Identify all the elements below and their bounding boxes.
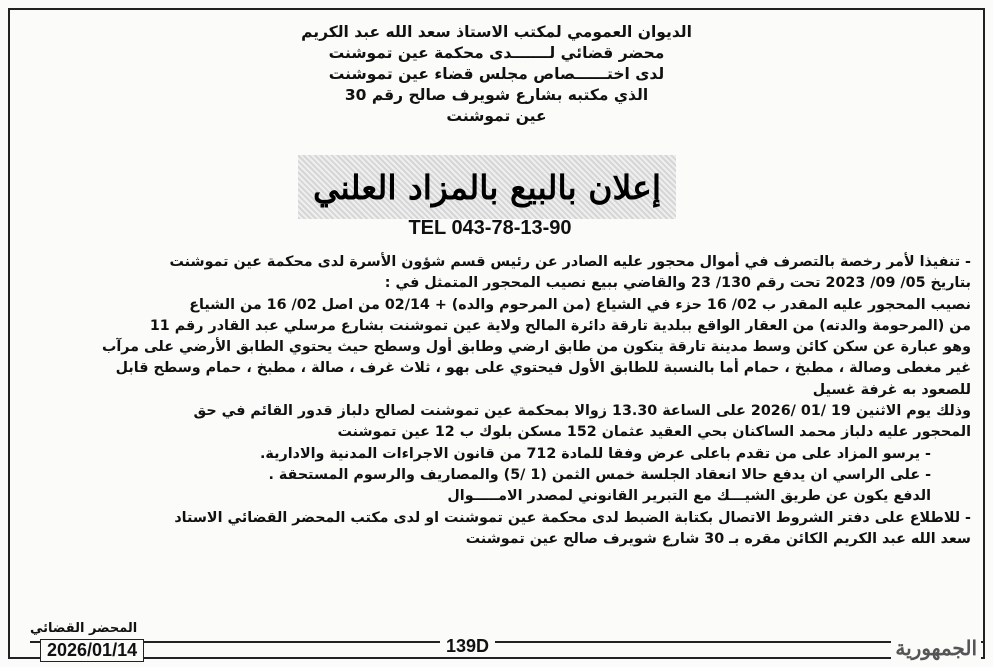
body-line: وذلك يوم الاثنين 19 /01 /2026 على الساعة 13.30 زوالا بمحكمة عين تموشنت لصالح دلباز قدور القائم في حق — [193, 403, 971, 420]
body-line: من (المرحومة والدته) من العقار الواقع ببلدية تارقة دائرة المالح ولاية عين تموشنت بشارع مرسلي عبد القادر رقم 11 — [149, 317, 971, 334]
publication-date: 2026/01/14 — [40, 639, 144, 662]
body-line: - على الراسي ان يدفع حالا انعقاد الجلسة خمس الثمن (1 /5) والمصاريف والرسوم المستحقة . — [268, 466, 931, 483]
body-line: الدفع يكون عن طريق الشيـــك مع التبرير القانوني لمصدر الامـــــوال — [447, 488, 931, 505]
body-line: للصعود به غرفة غسيل — [812, 381, 971, 398]
header-address-line: الذي مكتبه بشارع شويرف صالح رقم 30 — [344, 86, 649, 104]
header-office-line: الديوان العمومي لمكتب الاستاذ سعد الله عبد الكريم — [301, 23, 692, 41]
body-line: بتاريخ 05/ 09/ 2023 تحت رقم 130/ 23 والقاضي ببيع نصيب المحجور المتمثل في : — [384, 275, 971, 292]
notice-title-box — [298, 155, 676, 219]
body-line: المحجور عليه دلباز محمد الساكنان بحي العقيد عثمان 152 مسكن بلوك ب 12 عين تموشنت — [337, 424, 971, 441]
body-line: نصيب المحجور عليه المقدر ب 02/ 16 حزء في الشياع (من المرحوم والده) + 02/14 من اصل 02/ 16 من الشياع — [189, 296, 971, 313]
notice-title: إعلان بالبيع بالمزاد العلني — [313, 167, 661, 207]
body-line: - يرسو المزاد على من تقدم باعلى عرض وفقا للمادة 712 من قانون الاجراءات المدنية والادارية. — [260, 445, 931, 462]
footer-rule — [30, 641, 985, 643]
body-line: وهو عبارة عن سكن كائن وسط مدينة تارقة يتكون من طابق ارضي وطابق أول وسطح حيث يحتوي الطابق الأرضي على مرآب — [101, 339, 971, 356]
body-line: - للاطلاع على دفتر الشروط الاتصال بكتابة الضبط لدى محكمة عين تموشنت او لدى مكتب المحضر القضائي الاستاد — [174, 509, 971, 526]
header-jurisdiction-line: لدى اختــــــصاص مجلس قضاء عين تموشنت — [328, 65, 665, 83]
body-line: سعد الله عبد الكريم الكائن مقره بـ 30 شارع شويرف صالح عين تموشنت — [465, 530, 971, 547]
header-bailiff-line: محضر قضائي لـــــــدى محكمة عين تموشنت — [328, 44, 665, 62]
notice-body — [22, 252, 971, 550]
signer-label: المحضر القضائي — [30, 621, 138, 636]
notice-header — [0, 22, 993, 127]
body-line: - تنفيذا لأمر رخصة بالتصرف في أموال محجور عليه الصادر عن رئيس قسم شؤون الأسرة لدى محكمة عين تموشنت — [169, 254, 971, 270]
reference-code: 139D — [440, 636, 495, 657]
publication-logo: الجمهورية — [891, 636, 981, 660]
body-line: غير مغطى وصالة ، مطبخ ، حمام أما بالنسبة للطابق الأول فيحتوي على بهو ، ثلاث غرف ، صالة ، مطبخ ، حمام وسطح قابل — [115, 360, 971, 377]
header-city-line: عين تموشنت — [446, 107, 547, 125]
telephone-number: TEL 043-78-13-90 — [408, 217, 572, 239]
